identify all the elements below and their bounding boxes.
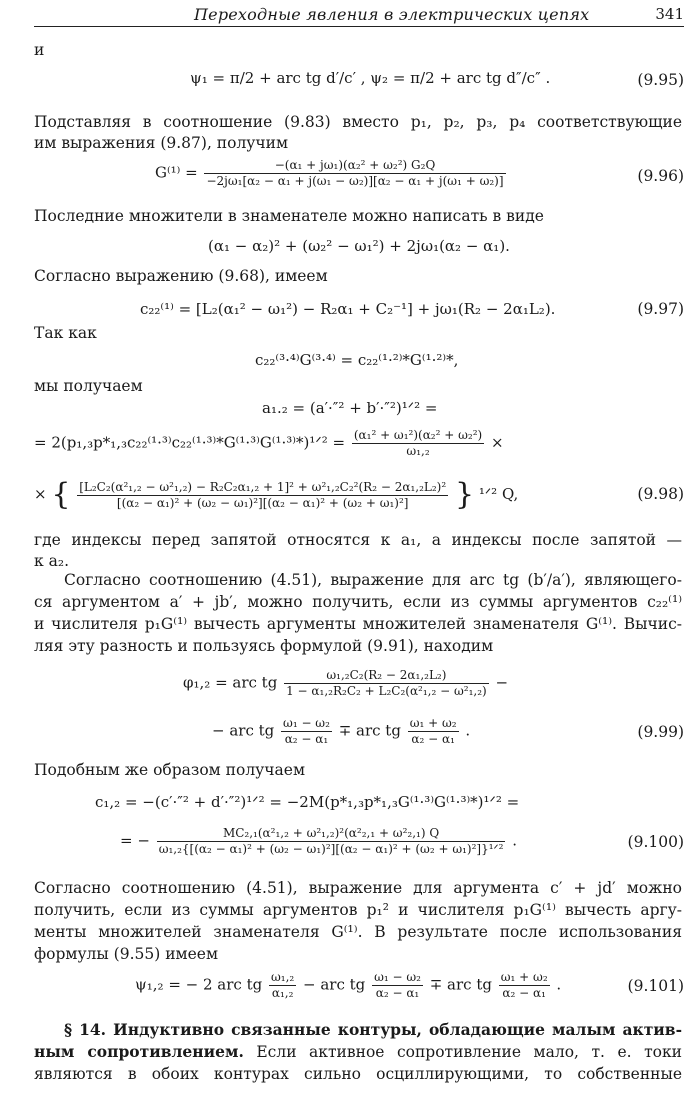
fraction bbox=[408, 716, 459, 747]
running-header bbox=[34, 4, 684, 27]
paragraph-line: Согласно соотношению (4.51), выражение для arc tg (b′/a′), являющего- bbox=[64, 571, 682, 589]
denominator: α₂ − α₁ bbox=[375, 986, 420, 1000]
paragraph-line: мы получаем bbox=[34, 377, 143, 395]
equation-number: (9.99) bbox=[637, 723, 684, 741]
period: . bbox=[556, 975, 562, 994]
page-number: 341 bbox=[655, 5, 684, 23]
denominator: ω₁,₂{[(α₂ − α₁)² + (ω₂ − ω₁)²][(α₂ − α₁)² + (ω₂ + ω₁)²]}¹ᐟ² bbox=[158, 842, 504, 856]
numerator: −(α₁ + jω₁)(α₂² + ω₂²) G₂Q bbox=[204, 158, 505, 174]
paragraph-line: являются в обоих контурах сильно осциллирующими, то собственные bbox=[34, 1065, 682, 1083]
paragraph-line: получить, если из суммы аргументов p₁² и числителя p₁G⁽¹⁾ вычесть аргу- bbox=[34, 901, 682, 919]
equation-number: (9.101) bbox=[627, 977, 684, 995]
paragraph-line: Подобным же образом получаем bbox=[34, 761, 306, 779]
fraction bbox=[204, 158, 505, 189]
numerator: ω₁,₂C₂(R₂ − 2α₁,₂L₂) bbox=[284, 668, 489, 684]
fraction bbox=[352, 428, 484, 459]
arctg-term: ∓ arc tg bbox=[338, 721, 401, 740]
section-heading-cont: ным сопротивлением. bbox=[34, 1042, 244, 1061]
equation-9-99-line1 bbox=[183, 668, 508, 699]
equation-number: (9.98) bbox=[637, 485, 684, 503]
exponent-q: ¹ᐟ² Q, bbox=[478, 485, 519, 503]
paragraph-line: Последние множители в знаменателе можно написать в виде bbox=[34, 207, 544, 225]
equation-inline: (α₁ − α₂)² + (ω₂² − ω₁²) + 2jω₁(α₂ − α₁). bbox=[208, 237, 510, 255]
equation-9-100-line2 bbox=[120, 826, 517, 857]
numerator: ω₁ + ω₂ bbox=[409, 716, 457, 730]
equation-number: (9.100) bbox=[627, 833, 684, 851]
equation-9-97: c₂₂⁽¹⁾ = [L₂(α₁² − ω₁²) − R₂α₁ + C₂⁻¹] + jω₁(R₂ − 2α₁L₂). bbox=[140, 300, 556, 318]
equation-9-95: ψ₁ = π/2 + arc tg d′/c′ , ψ₂ = π/2 + arc tg d″/c″ . bbox=[190, 69, 551, 87]
numerator: (α₁² + ω₁²)(α₂² + ω₂²) bbox=[353, 428, 483, 442]
text-line: и bbox=[34, 41, 45, 59]
equation-9-98-line3 bbox=[34, 477, 518, 511]
fraction bbox=[284, 668, 489, 699]
equation-9-101 bbox=[135, 970, 561, 1001]
equation-9-100-line1: c₁,₂ = −(c′·″² + d′·″²)¹ᐟ² = −2M(p*₁,₃p*₁,₃G⁽¹·³⁾G⁽¹·³⁾*)¹ᐟ² = bbox=[95, 793, 520, 811]
denominator: α₂ − α₁ bbox=[284, 732, 329, 746]
period: . bbox=[465, 721, 471, 740]
arctg-term: − arc tg bbox=[303, 975, 366, 994]
equation-9-98-line2 bbox=[34, 428, 504, 459]
minus-sign: − bbox=[495, 673, 509, 692]
denominator: −2jω₁[α₂ − α₁ + j(ω₁ − ω₂)][α₂ − α₁ + j(ω₁ + ω₂)] bbox=[206, 174, 504, 188]
denominator: α₂ − α₁ bbox=[411, 732, 455, 746]
equation-inline: c₂₂⁽³·⁴⁾G⁽³·⁴⁾ = c₂₂⁽¹·²⁾*G⁽¹·²⁾*, bbox=[255, 351, 459, 369]
equation-9-99-line2 bbox=[212, 716, 470, 747]
numerator: ω₁ − ω₂ bbox=[374, 970, 421, 984]
equation-lhs: = − bbox=[120, 831, 150, 850]
denominator: [(α₂ − α₁)² + (ω₂ − ω₁)²][(α₂ − α₁)² + (ω₂ + ω₁)²] bbox=[116, 495, 409, 510]
numerator: [L₂C₂(α²₁,₂ − ω²₁,₂) − R₂C₂α₁,₂ + 1]² + ω²₁,₂C₂²(R₂ − 2α₁,₂L₂)² bbox=[79, 479, 447, 494]
paragraph-line: Так как bbox=[34, 324, 97, 342]
fraction bbox=[77, 480, 448, 511]
period: . bbox=[512, 831, 518, 850]
denominator: α₁,₂ bbox=[271, 986, 294, 1000]
numerator: MC₂,₁(α²₁,₂ + ω²₁,₂)²(α²₂,₁ + ω²₂,₁) Q bbox=[157, 826, 506, 842]
equation-lhs: = 2(p₁,₃p*₁,₃c₂₂⁽¹·³⁾c₂₂⁽¹·³⁾*G⁽¹·³⁾G⁽¹·³⁾*)¹ᐟ² = bbox=[34, 433, 346, 452]
fraction bbox=[157, 826, 506, 857]
paragraph-line: Подставляя в соотношение (9.83) вместо p₁, p₂, p₃, p₄ соответствующие bbox=[34, 113, 682, 131]
times-sign: × bbox=[490, 433, 504, 452]
numerator: ω₁ − ω₂ bbox=[283, 716, 330, 730]
fraction bbox=[269, 970, 296, 1001]
section-heading: § 14. Индуктивно связанные контуры, обладающие малым актив- bbox=[64, 1020, 682, 1039]
section-text: Если активное сопротивление мало, т. е. токи bbox=[243, 1043, 683, 1061]
fraction bbox=[372, 970, 423, 1001]
equation-lhs: ψ₁,₂ = − 2 arc tg bbox=[135, 975, 263, 994]
paragraph-line: Согласно выражению (9.68), имеем bbox=[34, 267, 328, 285]
arctg-term: − arc tg bbox=[212, 721, 275, 740]
paragraph-line: ляя эту разность и пользуясь формулой (9.91), находим bbox=[34, 637, 494, 655]
fraction bbox=[499, 970, 550, 1001]
equation-lhs: φ₁,₂ = arc tg bbox=[183, 673, 278, 692]
paragraph-line bbox=[34, 1042, 682, 1062]
equation-9-96 bbox=[155, 158, 508, 189]
equation-number: (9.97) bbox=[637, 300, 684, 318]
paragraph-line: к a₂. bbox=[34, 552, 69, 570]
closing-brace: } bbox=[454, 477, 475, 512]
denominator: 1 − α₁,₂R₂C₂ + L₂C₂(α²₁,₂ − ω²₁,₂) bbox=[286, 684, 487, 698]
equation-9-98-line1: a₁.₂ = (a′·″² + b′·″²)¹ᐟ² = bbox=[262, 399, 438, 417]
paragraph-line: и числителя p₁G⁽¹⁾ вычесть аргументы множителей знаменателя G⁽¹⁾. Вычис- bbox=[34, 615, 682, 633]
fraction bbox=[281, 716, 332, 747]
denominator: α₂ − α₁ bbox=[502, 986, 546, 1000]
times-brace: × { bbox=[34, 477, 71, 512]
equation-lhs: G⁽¹⁾ = bbox=[155, 163, 198, 182]
denominator: ω₁,₂ bbox=[406, 444, 430, 458]
equation-number: (9.96) bbox=[637, 167, 684, 185]
paragraph-line: ся аргументом a′ + jb′, можно получить, если из суммы аргументов c₂₂⁽¹⁾ bbox=[34, 593, 682, 611]
paragraph-line: где индексы перед запятой относятся к a₁, а индексы после запятой — bbox=[34, 531, 682, 549]
paragraph-line: менты множителей знаменателя G⁽¹⁾. В результате после использования bbox=[34, 923, 682, 941]
running-title: Переходные явления в электрических цепях bbox=[194, 5, 590, 24]
paragraph-line: Согласно соотношению (4.51), выражение для аргумента c′ + jd′ можно bbox=[34, 879, 682, 897]
paragraph-line: им выражения (9.87), получим bbox=[34, 134, 289, 152]
paragraph-line: формулы (9.55) имеем bbox=[34, 945, 218, 963]
numerator: ω₁ + ω₂ bbox=[500, 970, 548, 984]
numerator: ω₁,₂ bbox=[271, 970, 295, 984]
equation-number: (9.95) bbox=[637, 71, 684, 89]
arctg-term: ∓ arc tg bbox=[429, 975, 492, 994]
